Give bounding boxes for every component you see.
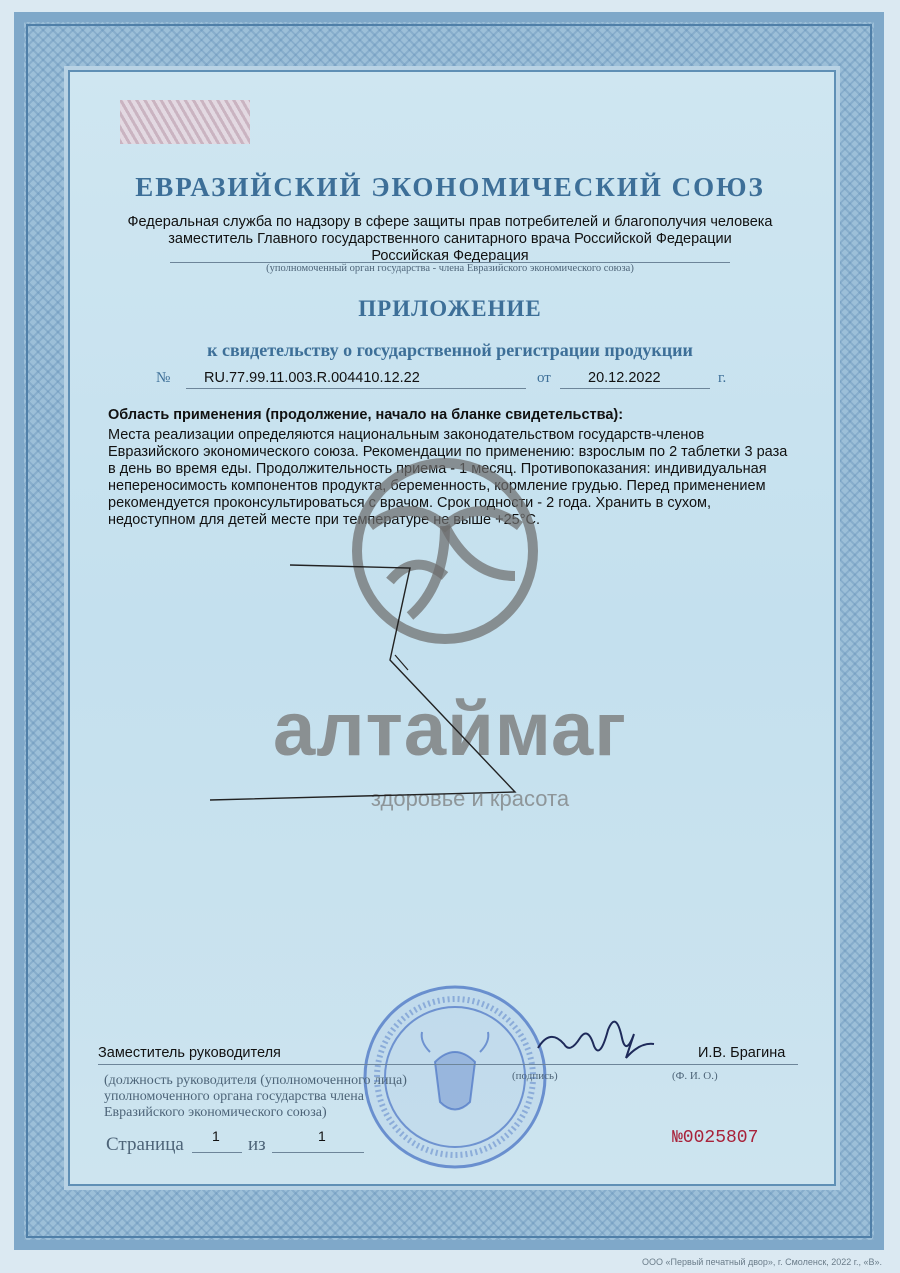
date-underline: [560, 388, 710, 389]
year-label: г.: [718, 370, 727, 386]
of-label: из: [248, 1134, 266, 1155]
signatory-name: И.В. Брагина: [698, 1045, 786, 1061]
agency-line-1: Федеральная служба по надзору в сфере защиты прав потребителей и благополучия человека: [127, 214, 773, 230]
annex-subtitle: к свидетельству о государственной регистрации продукции: [207, 340, 693, 360]
watermark-tagline: здоровье и красота: [370, 786, 570, 811]
agency-line-2: заместитель Главного государственного санитарного врача Российской Федерации: [168, 231, 732, 247]
agency-caption: (уполномоченный орган государства - члена Евразийского экономического союза): [266, 263, 634, 274]
page-total-underline: [272, 1152, 364, 1153]
position-caption: (должность руководителя (уполномоченного лица) уполномоченного органа государства члена Евразийского экономического союза): [104, 1073, 407, 1120]
name-caption: (Ф. И. О.): [672, 1070, 718, 1082]
registration-number: RU.77.99.11.003.R.004410.12.22: [204, 370, 420, 386]
scope-heading: Область применения (продолжение, начало на бланке свидетельства):: [108, 407, 624, 423]
serial-number: №0025807: [672, 1128, 759, 1148]
handwritten-signature: [530, 1008, 660, 1066]
registration-date: 20.12.2022: [588, 370, 661, 386]
signature-caption: (подпись): [512, 1070, 558, 1082]
agency-name: [100, 214, 800, 265]
signature-underline: [98, 1064, 798, 1065]
page-number: 1: [212, 1128, 220, 1144]
number-underline: [186, 388, 526, 389]
printer-note: ООО «Первый печатный двор», г. Смоленск, 2022 г., «В».: [642, 1257, 882, 1267]
z-line-mark: [200, 560, 530, 810]
page-label: Страница: [106, 1134, 184, 1155]
page-total: 1: [318, 1128, 326, 1144]
page-number-underline: [192, 1152, 242, 1153]
number-label: №: [156, 370, 171, 386]
watermark-brand: алтаймаг: [273, 687, 627, 772]
agency-line-3: Российская Федерация: [371, 248, 529, 264]
signatory-position: Заместитель руководителя: [98, 1045, 281, 1061]
union-heading: ЕВРАЗИЙСКИЙ ЭКОНОМИЧЕСКИЙ СОЮЗ: [135, 172, 765, 202]
scope-text: Места реализации определяются национальным законодательством государств-членов Евразийского экономического союза. Рекомендации по применению: взрослым по 2 таблетки 3 раза в день во время еды. Продолжительность приема - 1 месяц. Противопоказания: индивидуальная непереносимость компонентов продукта, беременность, кормление грудью. Перед применением рекомендуется проконсультироваться с врачом. Срок годности - 2 года. Хранить в сухом, недоступном для детей месте при температуре не выше +25°С.: [108, 427, 788, 528]
hologram-strip: [120, 100, 250, 144]
from-label: от: [537, 370, 551, 386]
annex-title: ПРИЛОЖЕНИЕ: [358, 296, 542, 321]
